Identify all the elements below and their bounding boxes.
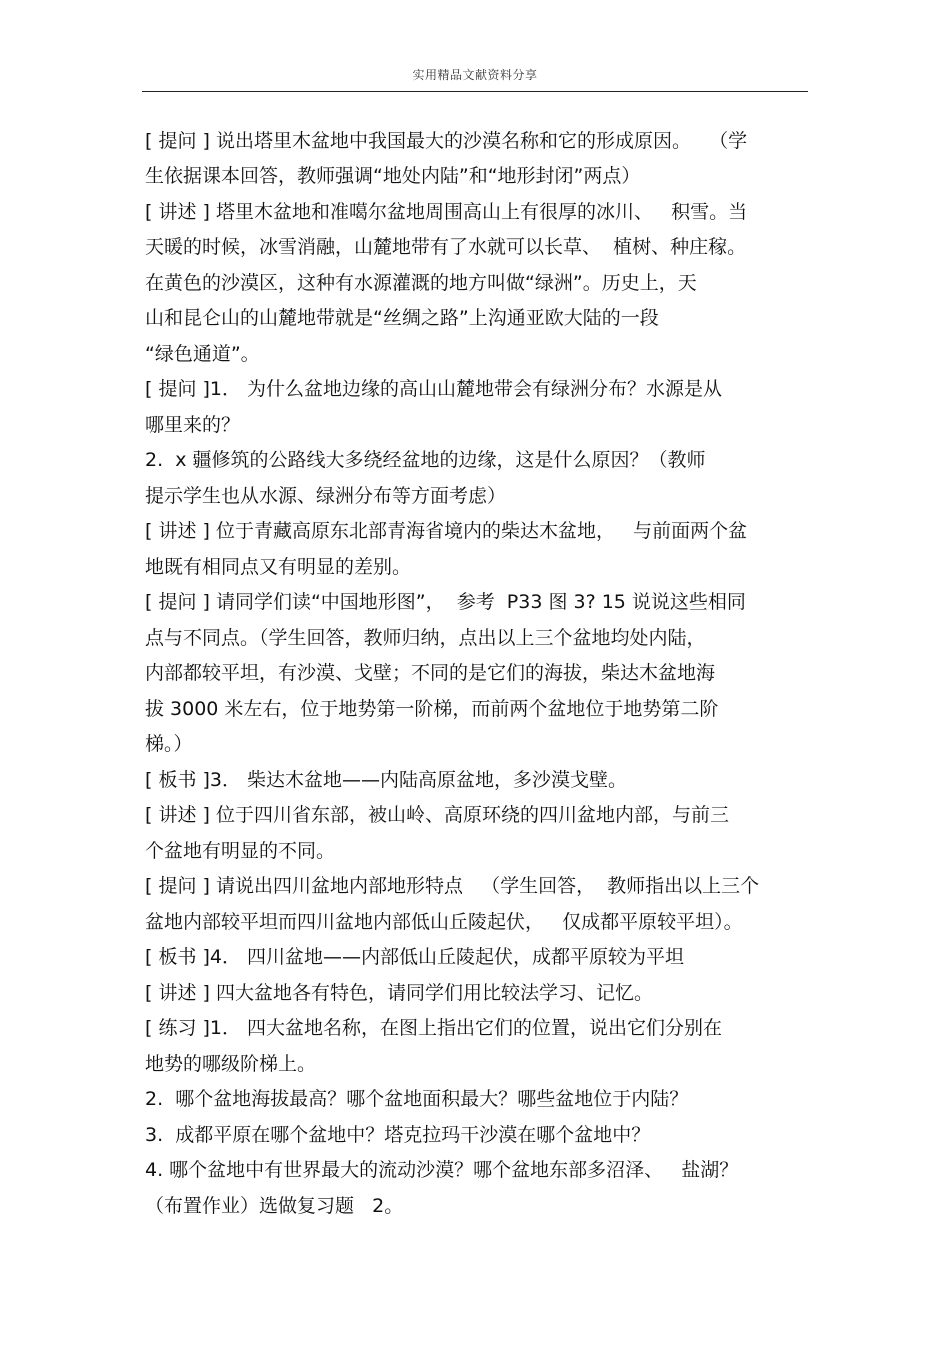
header-divider <box>142 91 808 92</box>
body-line: 4. 哪个盆地中有世界最大的流动沙漠？哪个盆地东部多沼泽、 盐湖？ <box>145 1159 739 1181</box>
body-line: 内部都较平坦，有沙漠、戈壁；不同的是它们的海拔，柴达木盆地海 <box>145 662 716 684</box>
body-line: 2. 哪个盆地海拔最高？哪个盆地面积最大？哪些盆地位于内陆？ <box>145 1088 689 1110</box>
body-line: 3. 成都平原在哪个盆地中？塔克拉玛干沙漠在哪个盆地中？ <box>145 1124 651 1146</box>
body-line: [ 板书 ]4． 四川盆地——内部低山丘陵起伏，成都平原较为平坦 <box>145 946 685 968</box>
body-line: [ 提问 ] 请同学们读“中国地形图”， 参考 P33 图 3? 15 说说这些相同 <box>145 591 746 613</box>
body-line: 天暖的时候，冰雪消融，山麓地带有了水就可以长草、 植树、种庄稼。 <box>145 236 747 258</box>
body-line: 地势的哪级阶梯上。 <box>145 1053 317 1075</box>
body-line: 盆地内部较平坦而四川盆地内部低山丘陵起伏， 仅成都平原较平坦）。 <box>145 911 743 933</box>
body-line: [ 提问 ]1． 为什么盆地边缘的高山山麓地带会有绿洲分布？水源是从 <box>145 378 723 400</box>
body-line: （布置作业）选做复习题 2。 <box>145 1195 404 1217</box>
body-line: 个盆地有明显的不同。 <box>145 840 336 862</box>
page-header: 实用精品文献资料分享 <box>412 68 538 82</box>
body-line: [ 讲述 ] 位于四川省东部，被山岭、高原环绕的四川盆地内部，与前三 <box>145 804 729 826</box>
body-line: 山和昆仑山的山麓地带就是“丝绸之路”上沟通亚欧大陆的一段 <box>145 307 659 329</box>
body-line: 提示学生也从水源、绿洲分布等方面考虑） <box>145 485 507 507</box>
body-line: 2. x 疆修筑的公路线大多绕经盆地的边缘，这是什么原因？（教师 <box>145 449 706 471</box>
body-line: [ 提问 ] 说出塔里木盆地中我国最大的沙漠名称和它的形成原因。 （学 <box>145 130 748 152</box>
body-line: 点与不同点。（学生回答，教师归纳，点出以上三个盆地均处内陆， <box>145 627 706 649</box>
body-line: [ 讲述 ] 四大盆地各有特色，请同学们用比较法学习、记忆。 <box>145 982 653 1004</box>
body-line: 梯。） <box>145 733 193 755</box>
body-line: [ 讲述 ] 塔里木盆地和准噶尔盆地周围高山上有很厚的冰川、 积雪。当 <box>145 201 748 223</box>
body-line: 哪里来的？ <box>145 414 241 436</box>
body-line: [ 练习 ]1． 四大盆地名称，在图上指出它们的位置，说出它们分别在 <box>145 1017 723 1039</box>
body-line: “绿色通道”。 <box>145 343 260 365</box>
body-line: 拔 3000 米左右，位于地势第一阶梯，而前两个盆地位于地势第二阶 <box>145 698 719 720</box>
body-line: [ 提问 ] 请说出四川盆地内部地形特点 （学生回答， 教师指出以上三个 <box>145 875 760 897</box>
body-line: 地既有相同点又有明显的差别。 <box>145 556 412 578</box>
body-line: 生依据课本回答，教师强调“地处内陆”和“地形封闭”两点） <box>145 165 641 187</box>
body-line: [ 板书 ]3． 柴达木盆地——内陆高原盆地，多沙漠戈壁。 <box>145 769 628 791</box>
body-line: [ 讲述 ] 位于青藏高原东北部青海省境内的柴达木盆地， 与前面两个盆 <box>145 520 748 542</box>
body-line: 在黄色的沙漠区，这种有水源灌溉的地方叫做“绿洲”。历史上，天 <box>145 272 697 294</box>
